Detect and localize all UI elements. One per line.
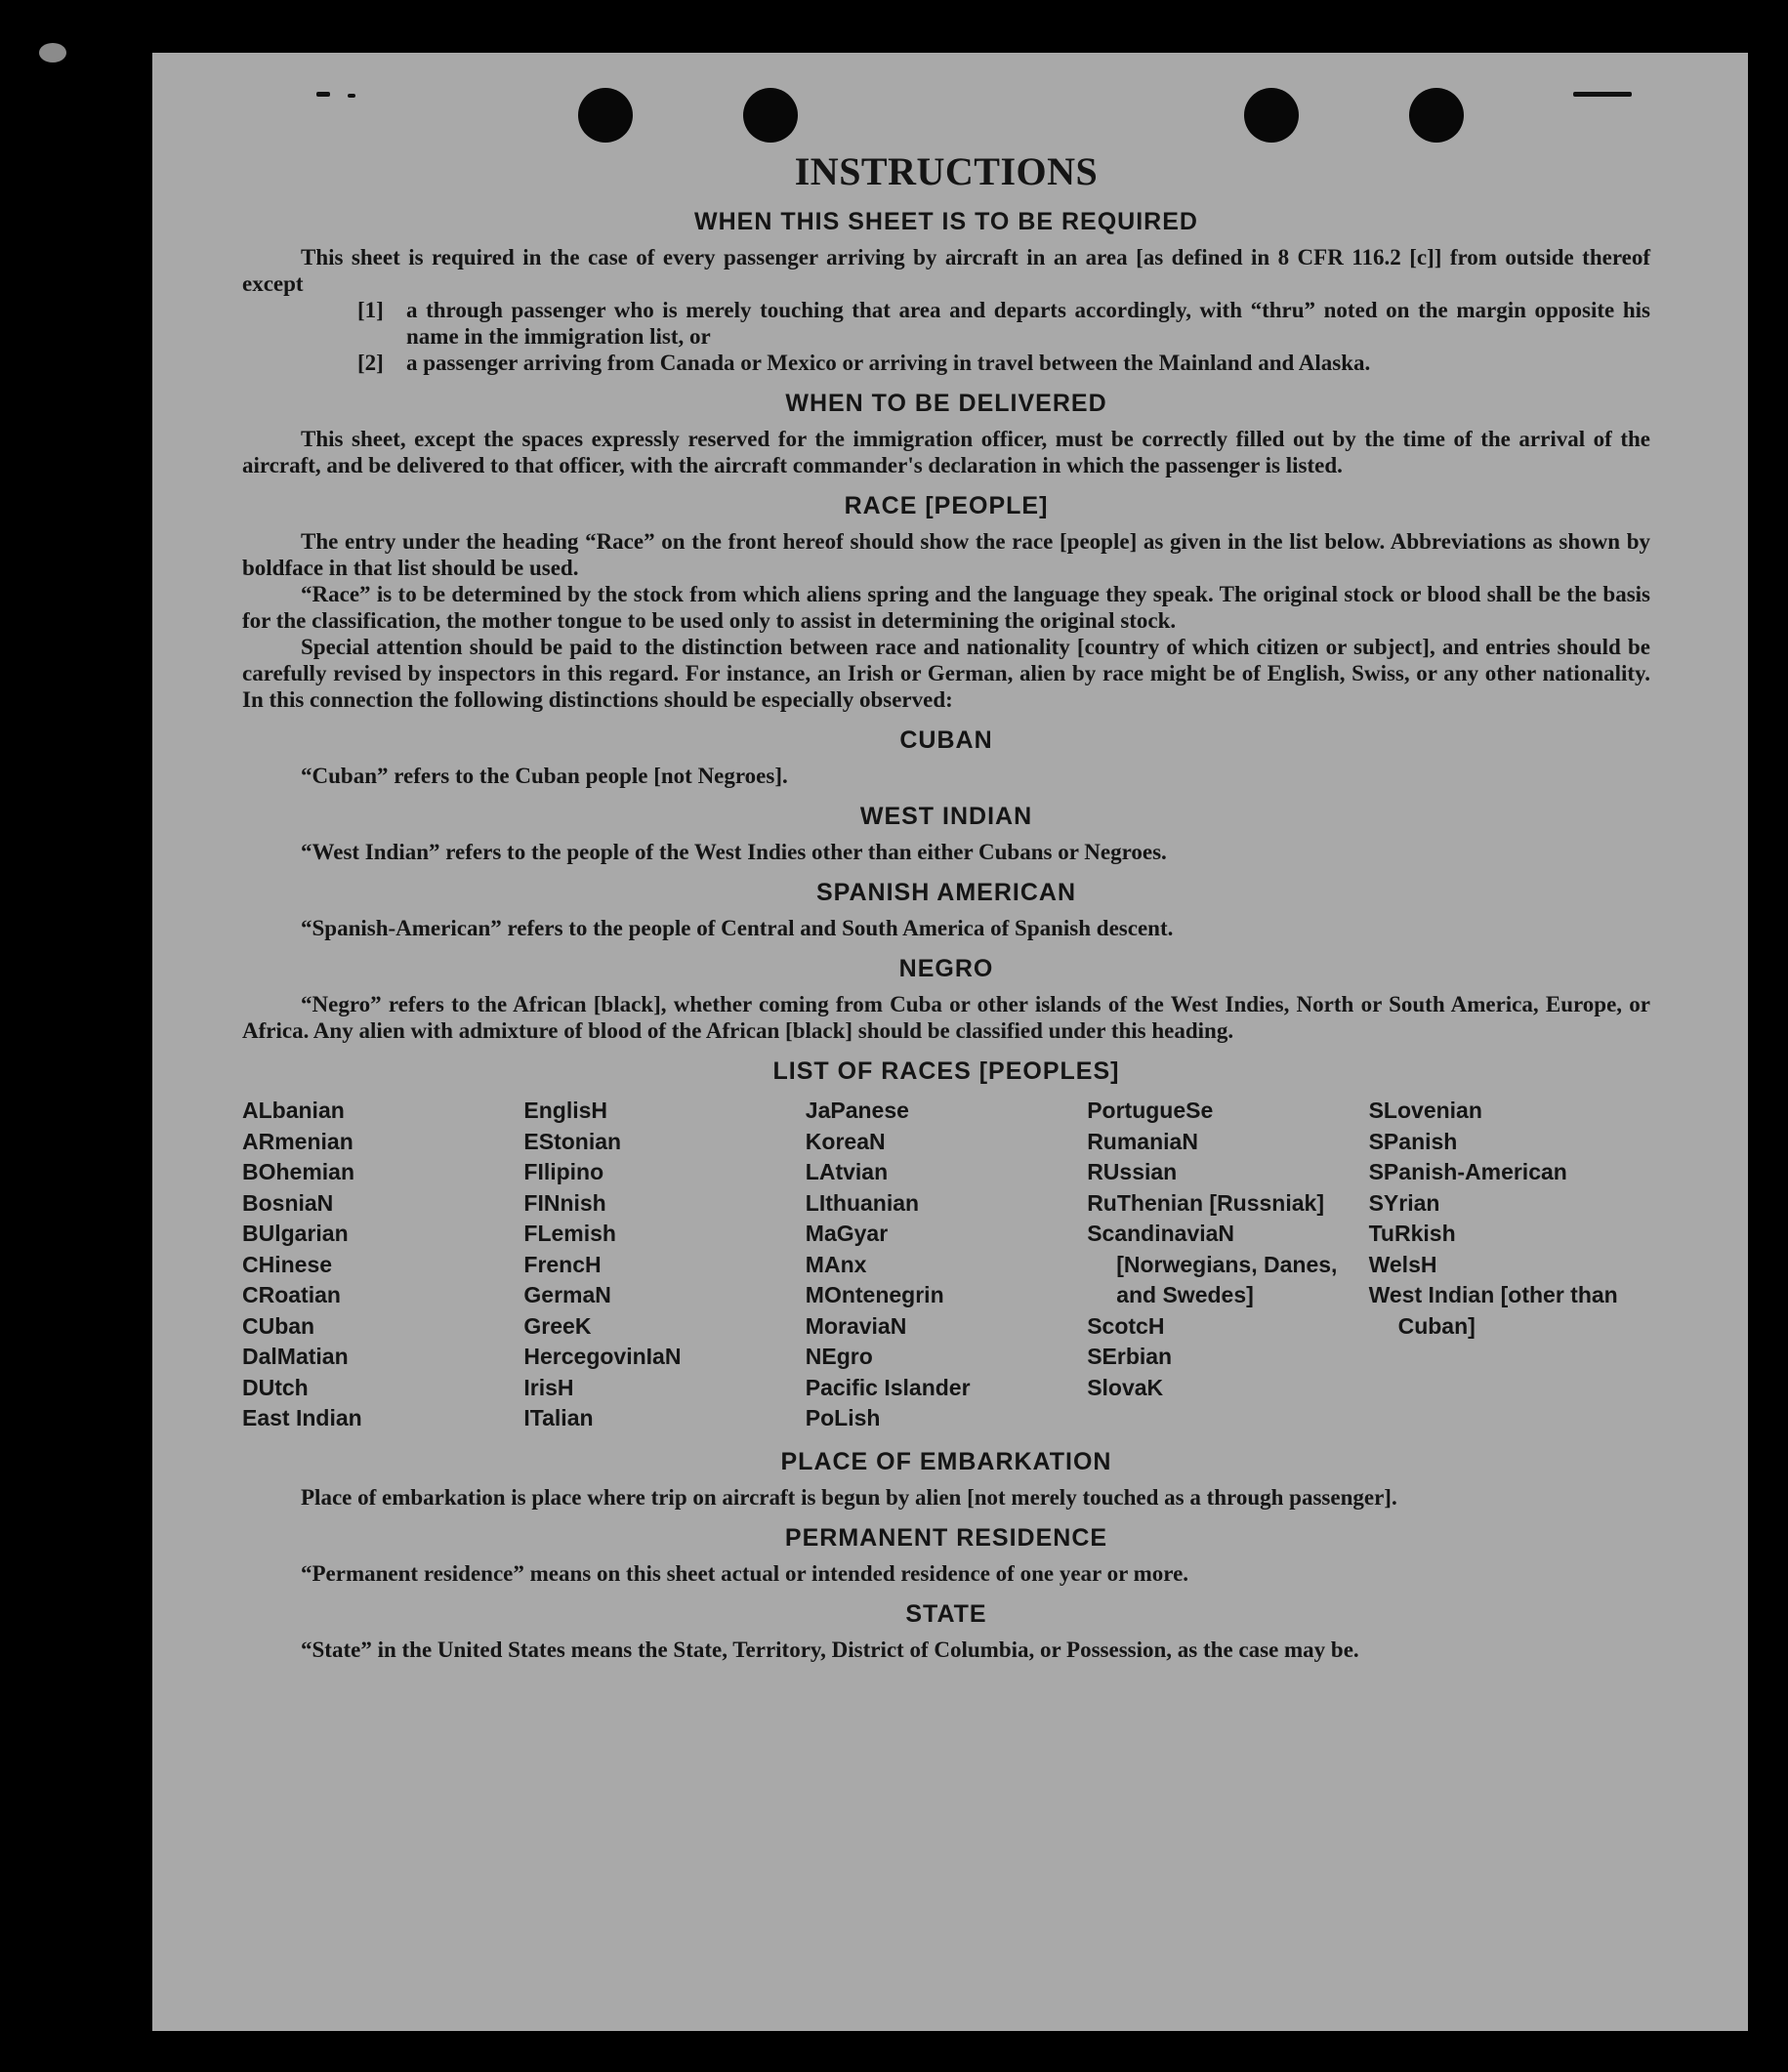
race-entry: DalMatian <box>242 1344 349 1369</box>
page-title: INSTRUCTIONS <box>794 149 1099 193</box>
ink-speck <box>1573 92 1632 97</box>
race-entry: SPanish <box>1368 1128 1458 1154</box>
heading-when-required: WHEN THIS SHEET IS TO BE REQUIRED <box>694 208 1198 235</box>
race-entry: CHinese <box>242 1251 333 1277</box>
punch-hole <box>743 88 798 143</box>
race-paragraph: Special attention should be paid to the distinction between race and nationality [country of which citizen or subject], and entries should be carefully revised by inspectors in this regard. For instance, an Irish or German, alien by race might be of English, Swiss, or any other nationality. In this connection the following distinctions should be especially observed: <box>242 635 1650 712</box>
spanish-american-text: “Spanish-American” refers to the people of Central and South America of Spanish descent. <box>301 916 1174 940</box>
race-entry: GermaN <box>523 1282 611 1307</box>
race-entry: SErbian <box>1087 1344 1173 1369</box>
negro-text: “Negro” refers to the African [black], whether coming from Cuba or other islands of the West Indies, North or South America, Europe, or Africa. Any alien with admixture of blood of the African [black] should be classified under this heading. <box>242 992 1650 1043</box>
races-column <box>242 1096 523 1434</box>
ink-speck <box>316 92 330 97</box>
west-indian-text: “West Indian” refers to the people of the West Indies other than either Cubans or Negroes. <box>301 840 1167 864</box>
document-page <box>152 53 1748 2031</box>
exception-item <box>242 297 1650 350</box>
race-paragraph: “Race” is to be determined by the stock from which aliens spring and the language they speak. The original stock or blood shall be the basis for the classification, the mother tongue to be used only to assist in determining the original stock. <box>242 582 1650 633</box>
heading-state: STATE <box>905 1599 987 1628</box>
race-entry: EnglisH <box>523 1098 608 1123</box>
embarkation-text: Place of embarkation is place where trip on aircraft is begun by alien [not merely touched as a through passenger]. <box>301 1484 1397 1510</box>
race-entry: PortugueSe <box>1087 1098 1214 1123</box>
race-entry: CRoatian <box>242 1282 341 1307</box>
race-entry: ITalian <box>523 1405 594 1430</box>
race-entry: NEgro <box>805 1344 873 1369</box>
race-entry: SLovenian <box>1368 1098 1482 1123</box>
race-entry: MoraviaN <box>805 1312 907 1339</box>
race-entry: JaPanese <box>805 1098 909 1123</box>
heading-spanish-american: SPANISH AMERICAN <box>815 879 1076 906</box>
race-entry: WelsH <box>1368 1251 1437 1277</box>
races-column <box>1369 1096 1650 1434</box>
race-entry: SPanish-American <box>1368 1159 1567 1184</box>
race-entry: BOhemian <box>242 1159 355 1184</box>
race-entry: DUtch <box>242 1374 309 1400</box>
race-entry: FINnish <box>523 1189 606 1216</box>
races-column <box>523 1096 805 1434</box>
race-entry: BUlgarian <box>242 1221 349 1246</box>
races-list <box>242 1096 1650 1434</box>
race-entry: MAnx <box>805 1251 867 1277</box>
exception-text: a through passenger who is merely touching that area and departs accordingly, with “thru” noted on the margin opposite his name in the immigration list, or <box>406 298 1650 349</box>
race-entry: BosniaN <box>242 1189 334 1216</box>
race-entry: FIlipino <box>523 1159 604 1184</box>
heading-residence: PERMANENT RESIDENCE <box>784 1523 1108 1552</box>
race-entry: LAtvian <box>805 1159 889 1184</box>
exception-number: [2] <box>357 351 384 375</box>
race-entry: ARmenian <box>242 1128 353 1154</box>
races-column <box>1087 1096 1368 1434</box>
heading-when-delivered: WHEN TO BE DELIVERED <box>785 390 1107 417</box>
race-entry: RumaniaN <box>1087 1128 1198 1154</box>
race-entry: KoreaN <box>805 1128 886 1154</box>
residence-text: “Permanent residence” means on this sheet actual or intended residence of one year or more. <box>301 1560 1189 1586</box>
race-entry: IrisH <box>523 1374 574 1400</box>
race-entry: PoLish <box>805 1405 881 1430</box>
race-entry: RuThenian [Russniak] <box>1087 1189 1324 1216</box>
race-entry: FrencH <box>523 1251 602 1277</box>
exception-item <box>242 350 1650 376</box>
race-entry: EStonian <box>523 1128 622 1154</box>
when-delivered-text: This sheet, except the spaces expressly reserved for the immigration officer, must be correctly filled out by the time of the arrival of the aircraft, and be delivered to that officer, with the aircraft commander's declaration in which the passenger is listed. <box>242 427 1650 477</box>
race-entry: ALbanian <box>242 1098 345 1123</box>
ink-speck <box>348 94 355 98</box>
race-entry: Pacific Islander <box>805 1374 971 1400</box>
races-column <box>806 1096 1087 1434</box>
race-entry: ScotcH <box>1087 1312 1165 1339</box>
race-entry: MOntenegrin <box>805 1282 944 1307</box>
heading-west-indian: WEST INDIAN <box>859 803 1033 830</box>
punch-hole <box>1244 88 1299 143</box>
race-entry: GreeK <box>523 1312 592 1339</box>
state-text: “State” in the United States means the State, Territory, District of Columbia, or Possession, as the case may be. <box>301 1637 1359 1662</box>
race-entry: RUssian <box>1087 1159 1178 1184</box>
cuban-text: “Cuban” refers to the Cuban people [not Negroes]. <box>301 764 788 788</box>
race-entry: West Indian [other than Cuban] <box>1368 1282 1618 1339</box>
heading-list-of-races: LIST OF RACES [PEOPLES] <box>772 1057 1120 1085</box>
race-entry: CUban <box>242 1312 315 1339</box>
race-entry: FLemish <box>523 1221 616 1246</box>
race-entry: MaGyar <box>805 1221 889 1246</box>
when-required-intro: This sheet is required in the case of every passenger arriving by aircraft in an area [as defined in 8 CFR 116.2 [c]] from outside thereof except <box>242 245 1650 296</box>
heading-embarkation: PLACE OF EMBARKATION <box>780 1447 1112 1475</box>
race-entry: ScandinaviaN [Norwegians, Danes, and Swedes] <box>1087 1221 1338 1307</box>
heading-race: RACE [PEOPLE] <box>844 492 1049 519</box>
race-entry: LIthuanian <box>805 1189 920 1216</box>
heading-negro: NEGRO <box>898 955 994 982</box>
instructions-content <box>242 148 1650 1663</box>
punch-hole <box>1409 88 1464 143</box>
race-entry: East Indian <box>242 1405 362 1430</box>
race-entry: SlovaK <box>1087 1374 1164 1400</box>
heading-cuban: CUBAN <box>899 726 993 754</box>
race-entry: HercegovinIaN <box>523 1344 682 1369</box>
exception-text: a passenger arriving from Canada or Mexico or arriving in travel between the Mainland and Alaska. <box>406 351 1371 375</box>
punch-hole <box>578 88 633 143</box>
exception-number: [1] <box>357 298 384 322</box>
race-paragraph: The entry under the heading “Race” on the front hereof should show the race [people] as given in the list below. Abbreviations as shown by boldface in that list should be used. <box>242 529 1650 580</box>
race-entry: TuRkish <box>1368 1221 1456 1246</box>
scan-artifact <box>39 43 66 62</box>
race-entry: SYrian <box>1368 1189 1440 1216</box>
